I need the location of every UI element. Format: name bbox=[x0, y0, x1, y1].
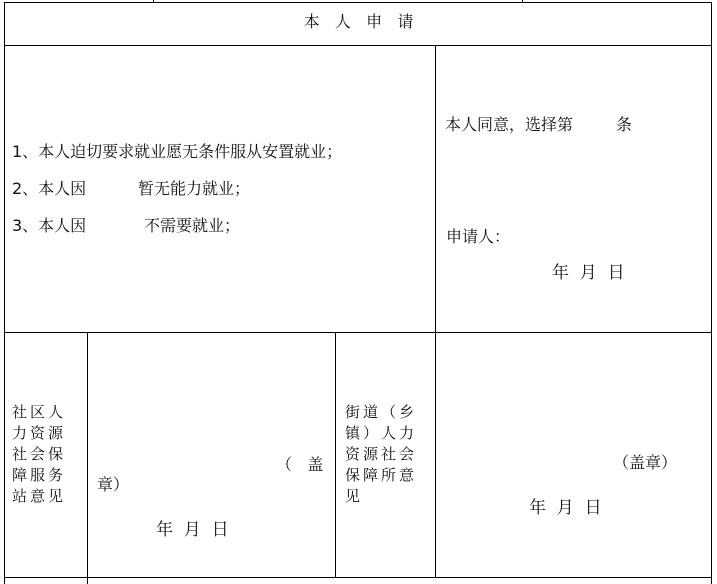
option-1: 1、本人迫切要求就业愿无条件服从安置就业； bbox=[12, 142, 343, 161]
applicant-date: 年 月 日 bbox=[552, 263, 625, 283]
option-3-suffix: 不需要就业； bbox=[144, 216, 241, 235]
applicant-label: 申请人： bbox=[446, 227, 511, 246]
section-title: 本 人 申 请 bbox=[303, 12, 414, 31]
agree-suffix: 条 bbox=[616, 115, 633, 134]
street-label: 街道（乡镇）人力资源社会保障所意见 bbox=[345, 403, 418, 505]
option-3-prefix: 3、本人因 bbox=[12, 216, 87, 235]
seal-left: （ 盖 bbox=[276, 455, 324, 474]
seal-right: （盖章） bbox=[613, 453, 678, 472]
right-border bbox=[711, 2, 712, 584]
lower-left-divider bbox=[87, 332, 88, 584]
option-2-suffix: 暂无能力就业； bbox=[138, 179, 251, 198]
option-2-prefix: 2、本人因 bbox=[12, 179, 87, 198]
seal-left-end: 章） bbox=[97, 475, 130, 494]
date-left: 年 月 日 bbox=[156, 520, 229, 540]
community-label: 社区人力资源社会保障服务站意见 bbox=[12, 403, 67, 505]
bottom-border bbox=[4, 577, 712, 578]
upper-middle-divider bbox=[435, 45, 436, 577]
lower-mid-divider bbox=[335, 332, 336, 577]
top-tick-left bbox=[153, 0, 154, 2]
section-divider bbox=[4, 332, 712, 333]
date-right: 年 月 日 bbox=[529, 498, 602, 518]
left-border bbox=[4, 2, 5, 584]
title-bottom-border bbox=[4, 45, 712, 46]
agree-text: 本人同意，选择第 bbox=[445, 115, 574, 134]
top-border bbox=[4, 2, 712, 3]
top-tick-right bbox=[522, 0, 523, 2]
